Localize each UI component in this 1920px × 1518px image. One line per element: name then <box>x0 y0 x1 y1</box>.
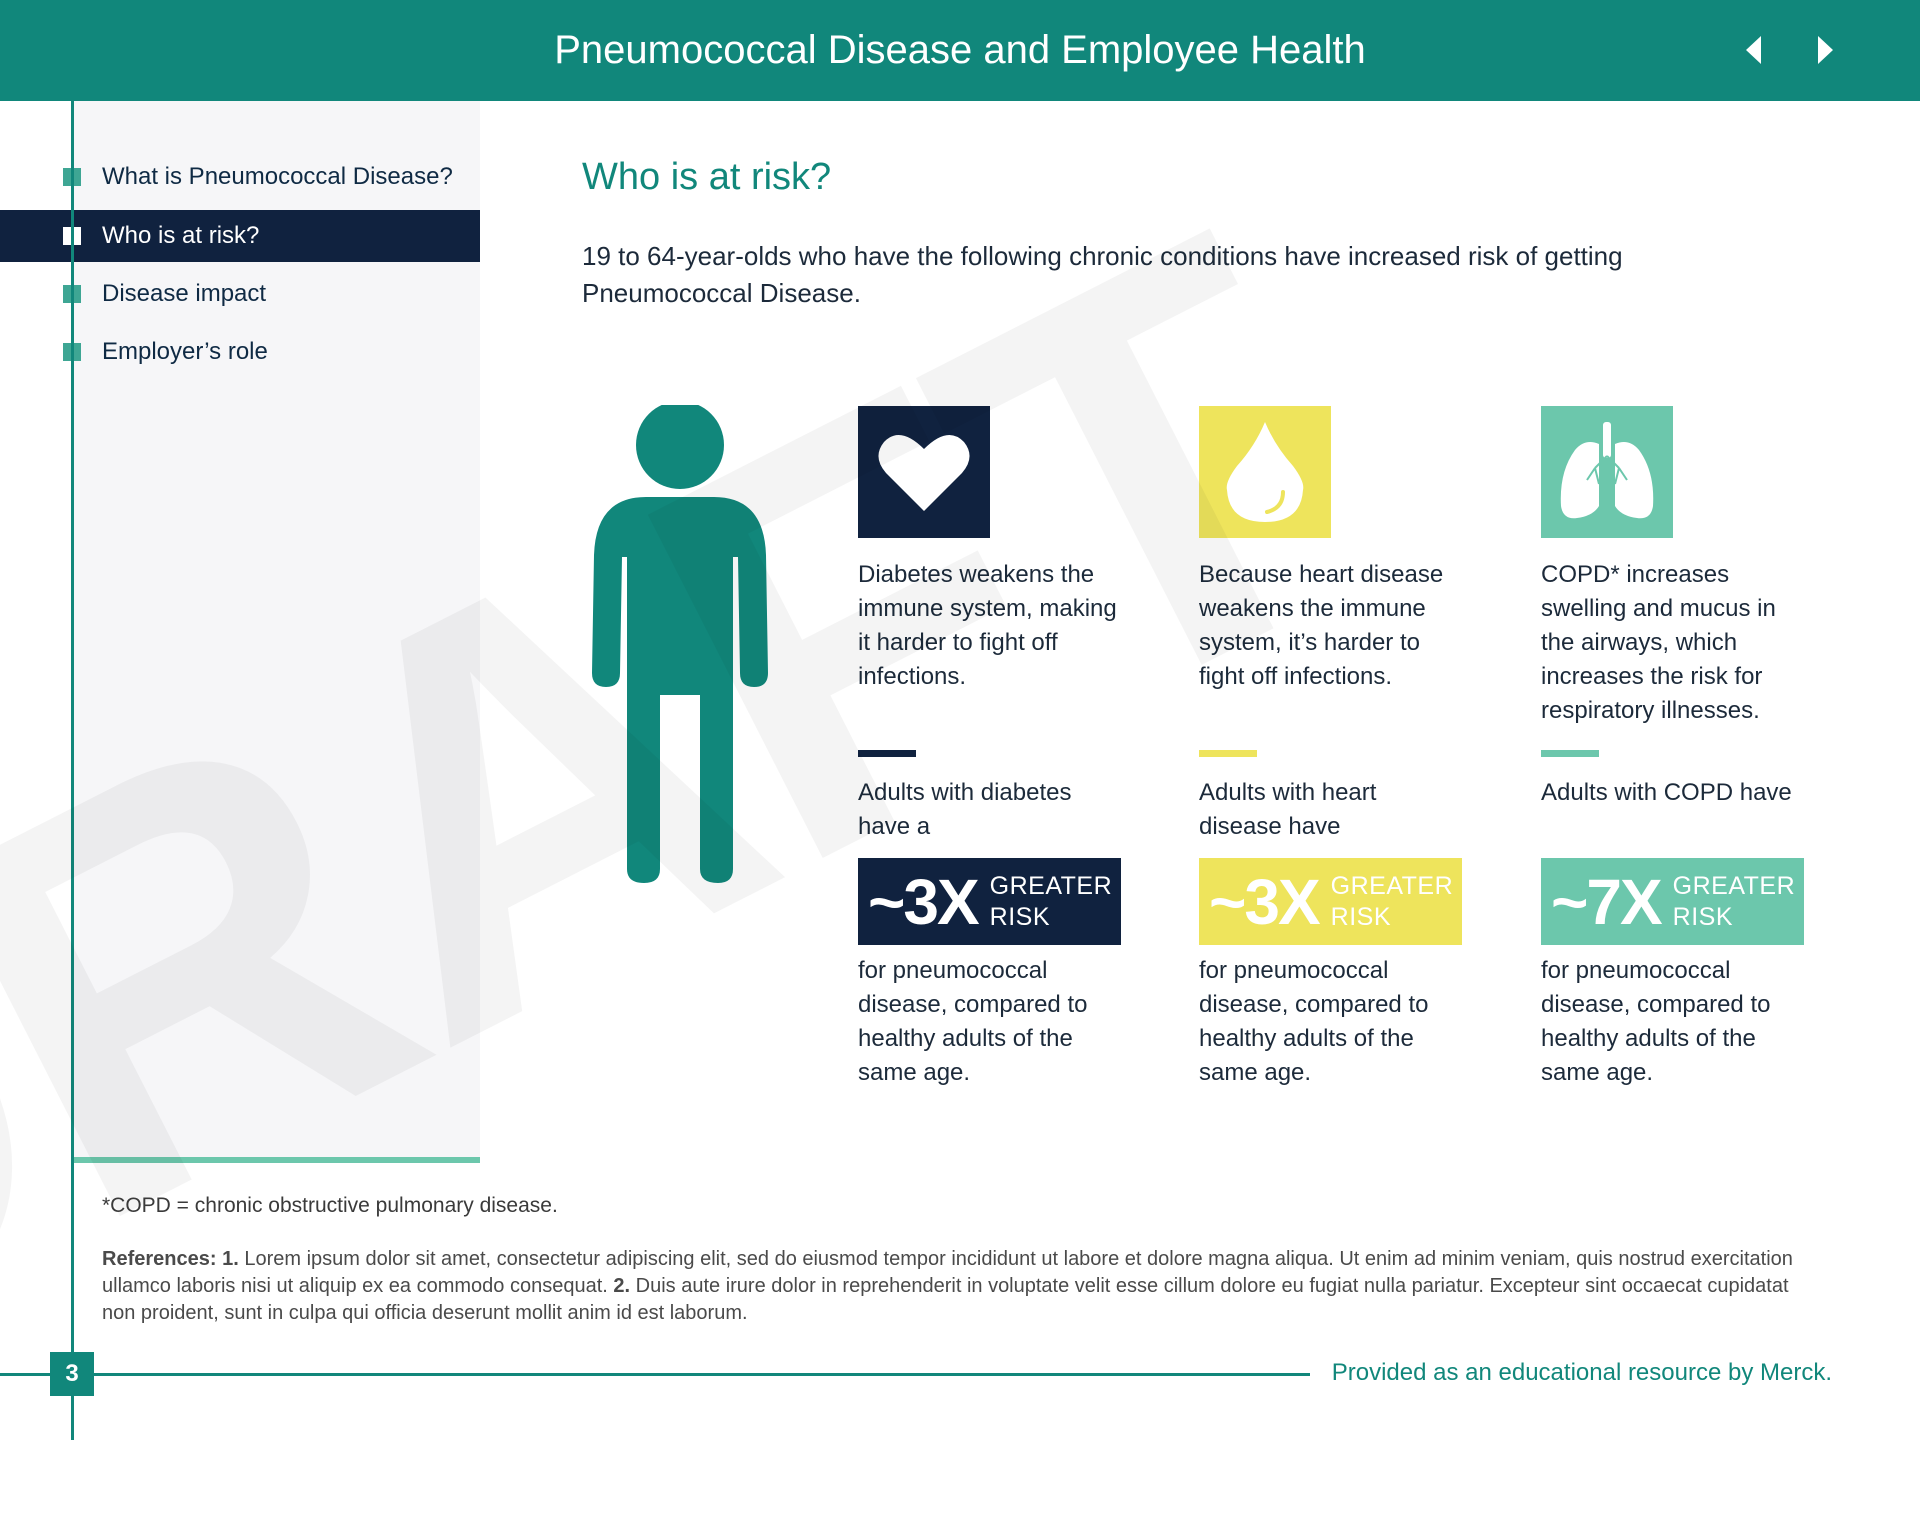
section-title: Who is at risk? <box>582 156 832 198</box>
sidebar-item-label: What is Pneumococcal Disease? <box>102 163 453 190</box>
risk-badge <box>858 858 1121 945</box>
icon-tile <box>1199 406 1331 538</box>
card-lead: Adults with heart disease have <box>1199 779 1377 840</box>
risk-card-diabetes <box>858 406 1128 1086</box>
footer-line <box>0 1373 1310 1376</box>
card-description: COPD* increases swelling and mucus in the airways, which increases the risk for respiratory illnesses. <box>1541 561 1776 724</box>
reference-number: 2. <box>613 1275 631 1297</box>
sidebar-item-label: Employer’s role <box>102 338 268 365</box>
card-description: Diabetes weakens the immune system, making it harder to fight off infections. <box>858 561 1117 690</box>
risk-label: GREATER RISK <box>1672 871 1796 931</box>
risk-multiplier: ~3X <box>868 865 978 938</box>
risk-badge <box>1541 858 1804 945</box>
reference-text: Lorem ipsum dolor sit amet, consectetur adipiscing elit, sed do eiusmod tempor incididunt ut labore et dolore magna aliqua. Ut enim ad minim veniam, quis nostrud exercitation ullamco laboris nisi ut aliquip ex ea commodo consequat. <box>102 1248 1793 1297</box>
card-rule <box>1541 750 1599 757</box>
footnote: *COPD = chronic obstructive pulmonary disease. <box>102 1194 558 1217</box>
risk-label: GREATER RISK <box>1330 871 1454 931</box>
references <box>102 1246 1822 1327</box>
risk-card-heart-disease <box>1199 406 1469 1086</box>
page-header-title: Pneumococcal Disease and Employee Health <box>554 28 1366 72</box>
risk-multiplier: ~7X <box>1551 865 1661 938</box>
sidebar-divider <box>73 1157 480 1163</box>
intro-text: 19 to 64-year-olds who have the following chronic conditions have increased risk of getting Pneumococcal Disease. <box>582 241 1623 308</box>
icon-tile <box>858 406 990 538</box>
card-tail: for pneumococcal disease, compared to healthy adults of the same age. <box>1199 957 1429 1086</box>
risk-badge <box>1199 858 1462 945</box>
card-tail: for pneumococcal disease, compared to healthy adults of the same age. <box>1541 957 1771 1086</box>
references-label: References: <box>102 1248 217 1270</box>
risk-card-copd <box>1541 406 1811 1086</box>
sidebar-item-label: Disease impact <box>102 280 267 307</box>
sidebar-item-label: Who is at risk? <box>102 222 260 249</box>
person-icon <box>588 405 772 883</box>
icon-tile <box>1541 406 1673 538</box>
card-description: Because heart disease weakens the immune system, it’s harder to fight off infections. <box>1199 561 1444 690</box>
heart-icon <box>878 431 970 513</box>
card-rule <box>1199 750 1257 757</box>
reference-number: 1. <box>222 1248 239 1270</box>
card-tail: for pneumococcal disease, compared to healthy adults of the same age. <box>858 957 1088 1086</box>
risk-label: GREATER RISK <box>989 871 1113 931</box>
card-lead: Adults with COPD have <box>1541 779 1792 806</box>
page-number: 3 <box>50 1352 94 1396</box>
card-lead: Adults with diabetes have a <box>858 779 1072 840</box>
drop-icon <box>1225 420 1305 524</box>
previous-page-icon[interactable] <box>1746 36 1761 64</box>
next-page-icon[interactable] <box>1818 36 1833 64</box>
risk-multiplier: ~3X <box>1209 865 1319 938</box>
reference-text: Duis aute irure dolor in reprehenderit in voluptate velit esse cillum dolore eu fugiat nulla pariatur. Excepteur sint occaecat cupidatat non proident, sunt in culpa qui officia deserunt mollit anim id est laborum. <box>102 1275 1789 1324</box>
timeline-line <box>71 101 74 1440</box>
provided-by-text: Provided as an educational resource by Merck. <box>1331 1359 1832 1386</box>
card-rule <box>858 750 916 757</box>
lungs-icon <box>1555 420 1659 524</box>
